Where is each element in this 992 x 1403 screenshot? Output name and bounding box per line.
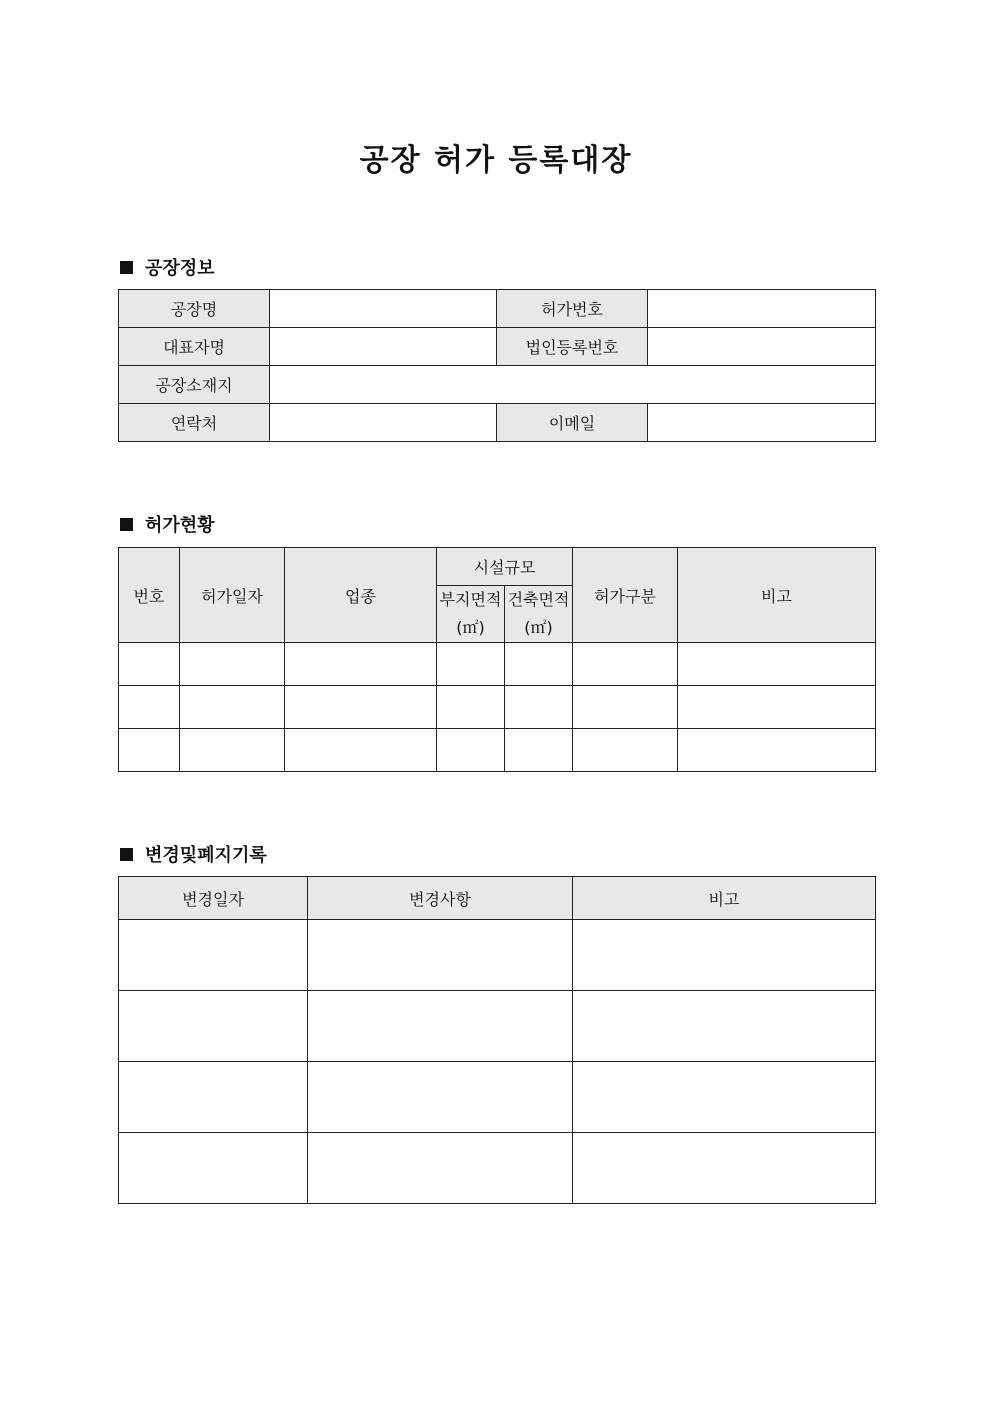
- table-row: [119, 1062, 876, 1133]
- table-cell[interactable]: [285, 729, 437, 772]
- table-cell[interactable]: [573, 920, 876, 991]
- permit-status-heading: [120, 511, 215, 537]
- col-header-site-area: 부지면적(㎡): [437, 586, 505, 643]
- col-header-remarks: 비고: [573, 877, 876, 920]
- table-cell[interactable]: [678, 729, 876, 772]
- table-cell[interactable]: [573, 1133, 876, 1204]
- permit-status-heading-text: 허가현황: [145, 515, 215, 536]
- table-cell[interactable]: [308, 1062, 573, 1133]
- table-cell[interactable]: [437, 686, 505, 729]
- table-row: [119, 991, 876, 1062]
- table-cell[interactable]: [573, 991, 876, 1062]
- table-row: [119, 643, 876, 686]
- factory-name-label: 공장명: [119, 290, 270, 328]
- table-cell[interactable]: [437, 643, 505, 686]
- col-header-permit-type: 허가구분: [573, 548, 678, 643]
- permit-no-label: 허가번호: [497, 290, 648, 328]
- table-cell[interactable]: [573, 686, 678, 729]
- change-records-heading: [120, 841, 267, 867]
- table-cell[interactable]: [119, 1133, 308, 1204]
- square-bullet-icon: [120, 261, 133, 274]
- table-cell[interactable]: [285, 686, 437, 729]
- permit-no-field[interactable]: [648, 290, 876, 328]
- col-header-change-date: 변경일자: [119, 877, 308, 920]
- square-bullet-icon: [120, 518, 133, 531]
- permit-status-table: [118, 547, 876, 772]
- location-label: 공장소재지: [119, 366, 270, 404]
- table-cell[interactable]: [308, 1133, 573, 1204]
- table-cell[interactable]: [119, 1062, 308, 1133]
- table-cell[interactable]: [505, 729, 573, 772]
- table-cell[interactable]: [119, 920, 308, 991]
- table-row: [119, 920, 876, 991]
- contact-label: 연락처: [119, 404, 270, 442]
- table-cell[interactable]: [505, 643, 573, 686]
- table-cell[interactable]: [505, 686, 573, 729]
- table-cell[interactable]: [119, 686, 180, 729]
- square-bullet-icon: [120, 848, 133, 861]
- factory-info-heading: [120, 254, 215, 280]
- table-cell[interactable]: [308, 920, 573, 991]
- contact-field[interactable]: [270, 404, 497, 442]
- table-row: [119, 1133, 876, 1204]
- table-row: [119, 729, 876, 772]
- change-records-heading-text: 변경및폐지기록: [145, 845, 267, 866]
- col-header-no: 번호: [119, 548, 180, 643]
- table-cell[interactable]: [285, 643, 437, 686]
- table-cell[interactable]: [573, 729, 678, 772]
- table-cell[interactable]: [180, 729, 285, 772]
- representative-field[interactable]: [270, 328, 497, 366]
- document-title: 공장 허가 등록대장: [359, 143, 633, 178]
- col-header-permit-date: 허가일자: [180, 548, 285, 643]
- factory-info-table: [118, 289, 876, 442]
- table-cell[interactable]: [180, 643, 285, 686]
- table-cell[interactable]: [573, 643, 678, 686]
- corp-reg-no-label: 법인등록번호: [497, 328, 648, 366]
- table-cell[interactable]: [308, 991, 573, 1062]
- table-cell[interactable]: [678, 686, 876, 729]
- corp-reg-no-field[interactable]: [648, 328, 876, 366]
- col-header-industry: 업종: [285, 548, 437, 643]
- col-header-facility-scale: 시설규모: [437, 548, 573, 586]
- col-header-remarks: 비고: [678, 548, 876, 643]
- table-cell[interactable]: [180, 686, 285, 729]
- representative-label: 대표자명: [119, 328, 270, 366]
- factory-info-heading-text: 공장정보: [145, 258, 215, 279]
- change-records-table: [118, 876, 876, 1204]
- table-cell[interactable]: [573, 1062, 876, 1133]
- table-cell[interactable]: [437, 729, 505, 772]
- table-row: [119, 686, 876, 729]
- table-cell[interactable]: [119, 991, 308, 1062]
- col-header-building-area: 건축면적(㎡): [505, 586, 573, 643]
- factory-name-field[interactable]: [270, 290, 497, 328]
- email-label: 이메일: [497, 404, 648, 442]
- col-header-change-details: 변경사항: [308, 877, 573, 920]
- table-cell[interactable]: [119, 729, 180, 772]
- table-cell[interactable]: [119, 643, 180, 686]
- email-field[interactable]: [648, 404, 876, 442]
- table-cell[interactable]: [678, 643, 876, 686]
- location-field[interactable]: [270, 366, 876, 404]
